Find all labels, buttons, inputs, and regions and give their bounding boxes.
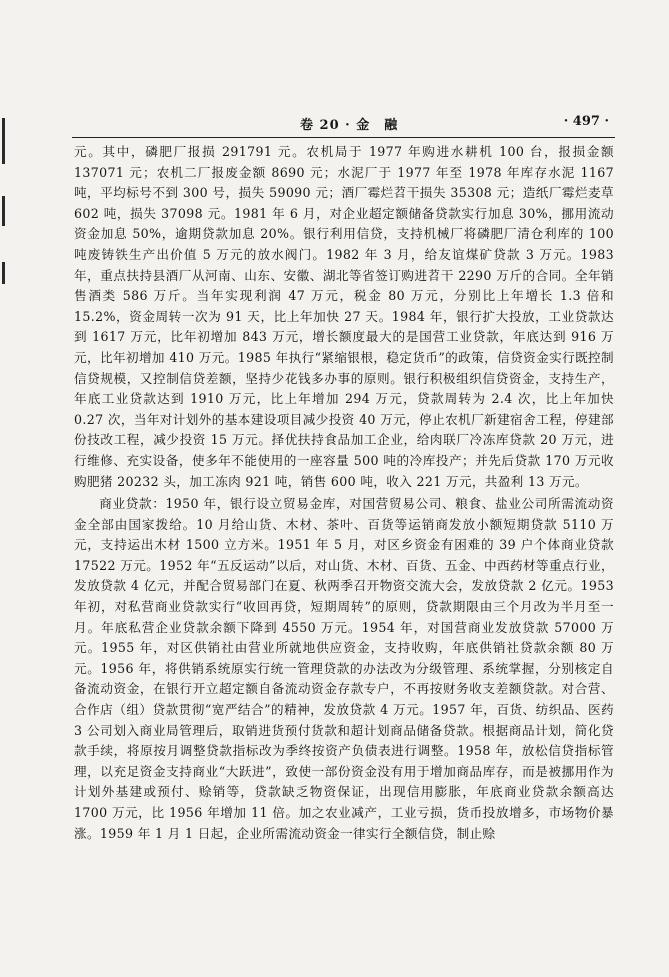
body-text — [74, 142, 614, 844]
scan-edge-mark — [2, 118, 5, 164]
scan-edge-mark — [2, 262, 5, 284]
page-header — [72, 114, 615, 134]
header-rule — [72, 137, 615, 138]
paragraph-commercial-loans: 商业贷款：1950 年，银行设立贸易金库，对国营贸易公司、粮食、盐业公司所需流动资金全部由国家拨给。10 月给山货、木材、茶叶、百货等运销商发放小额短期贷款 5110 万元，支持运出木材 1500 立方米。1951 年 5 月，对区乡资金有困难的 39 户个体商业贷款 17522 万元。1952 年“五反运动”以后，对山货、木材、百货、五金、中西药材等重点行业，发放贷款 4 亿元，并配合贸易部门在夏、秋两季召开物资交流大会，发放贷款 2 亿元。1953 年初，对私营商业贷款实行“收回再贷，短期周转”的原则，贷款期限由三个月改为半月至一月。年底私营企业贷款余额下降到 4550 万元。1954 年，对国营商业发放贷款 57000 万元。1955 年，对区供销社由营业所就地供应资金，支持收购，年底供销社贷款余额 80 万元。1956 年，将供销系统原实行统一管理贷款的办法改为分级管理、系统掌握，分别核定自备流动资金，在银行开立超定额自备流动资金存款专户，不再按财务收支差额贷款。对合营、合作店（组）贷款贯彻“宽严结合”的精神，发放贷款 4 万元。1957 年，百货、纺织品、医药 3 公司划入商业局管理后，取销进货预付货款和超计划商品储备贷款。根据商品计划，简化贷款手续，将原按月调整贷款指标改为季终按资产负债表进行调整。1958 年，放松信贷指标管理，以充足资金支持商业“大跃进”，致使一部份资金没有用于增加商品库存，而是被挪用作为计划外基建或预付、赊销等，贷款缺乏物资保证，出现信用膨胀，年底商业贷款余额高达 1700 万元，比 1956 年增加 11 倍。加之农业减产，工业亏损，货币投放增多，市场物价暴涨。1959 年 1 月 1 日起，企业所需流动资金一律实行全额信贷，制止赊 — [74, 496, 614, 841]
scan-edge-mark — [2, 196, 5, 226]
paragraph-industrial-loans-continued: 元。其中，磷肥厂报损 291791 元。农机局于 1977 年购进水耕机 100 台，报损金额 137071 元；农机二厂报废金额 8690 元；水泥厂于 1977 年至 1978 年库存水泥 1167 吨，平均标号不到 300 号，损失 59090 元；酒厂霉烂苕干损失 35308 元；造纸厂霉烂麦草 602 吨，损失 37098 元。1981 年 6 月，对企业超定额储备贷款实行加息 30%，挪用流动资金加息 50%，逾期贷款加息 20%。银行利用信贷，支持机械厂将磷肥厂清仓利库的 100 吨废铸铁生产出价值 5 万元的放水阀门。1982 年 3 月，给友谊煤矿贷款 3 万元。1983 年，重点扶持县酒厂从河南、山东、安徽、湖北等省签订购进苕干 2290 万斤的合同。全年销售酒类 586 万斤。当年实现利润 47 万元，税金 80 万元，分别比上年增长 1.3 倍和 15.2%，资金周转一次为 91 天，比上年加快 27 天。1984 年，银行扩大投放，工业贷款达到 1617 万元，比年初增加 843 万元，增长额度最大的是国营工业贷款，年底达到 916 万元，比年初增加 410 万元。1985 年执行“紧缩银根，稳定货币”的政策，信贷资金实行既控制信贷规模，又控制信贷差额，坚持少花钱多办事的原则。银行积极组织信贷资金，支持生产，年底工业贷款达到 1910 万元，比上年增加 294 万元，贷款周转为 2.4 次，比上年加快 0.27 次，当年对计划外的基本建设项目减少投资 40 万元，停止农机厂新建宿舍工程，停建部份技改工程，减少投资 15 万元。择优扶持食品加工企业，给肉联厂冷冻库贷款 20 万元，进行维修、充实设备，使多年不能使用的一座容量 500 吨的冷库投产；并先后贷款 170 万元收购肥猪 20232 头，加工冻肉 921 吨，销售 600 吨，收入 221 万元，共盈利 13 万元。 — [74, 144, 614, 489]
running-head: 卷 20 · 金 融 — [300, 118, 399, 133]
page-number: · 497 · — [563, 114, 609, 129]
